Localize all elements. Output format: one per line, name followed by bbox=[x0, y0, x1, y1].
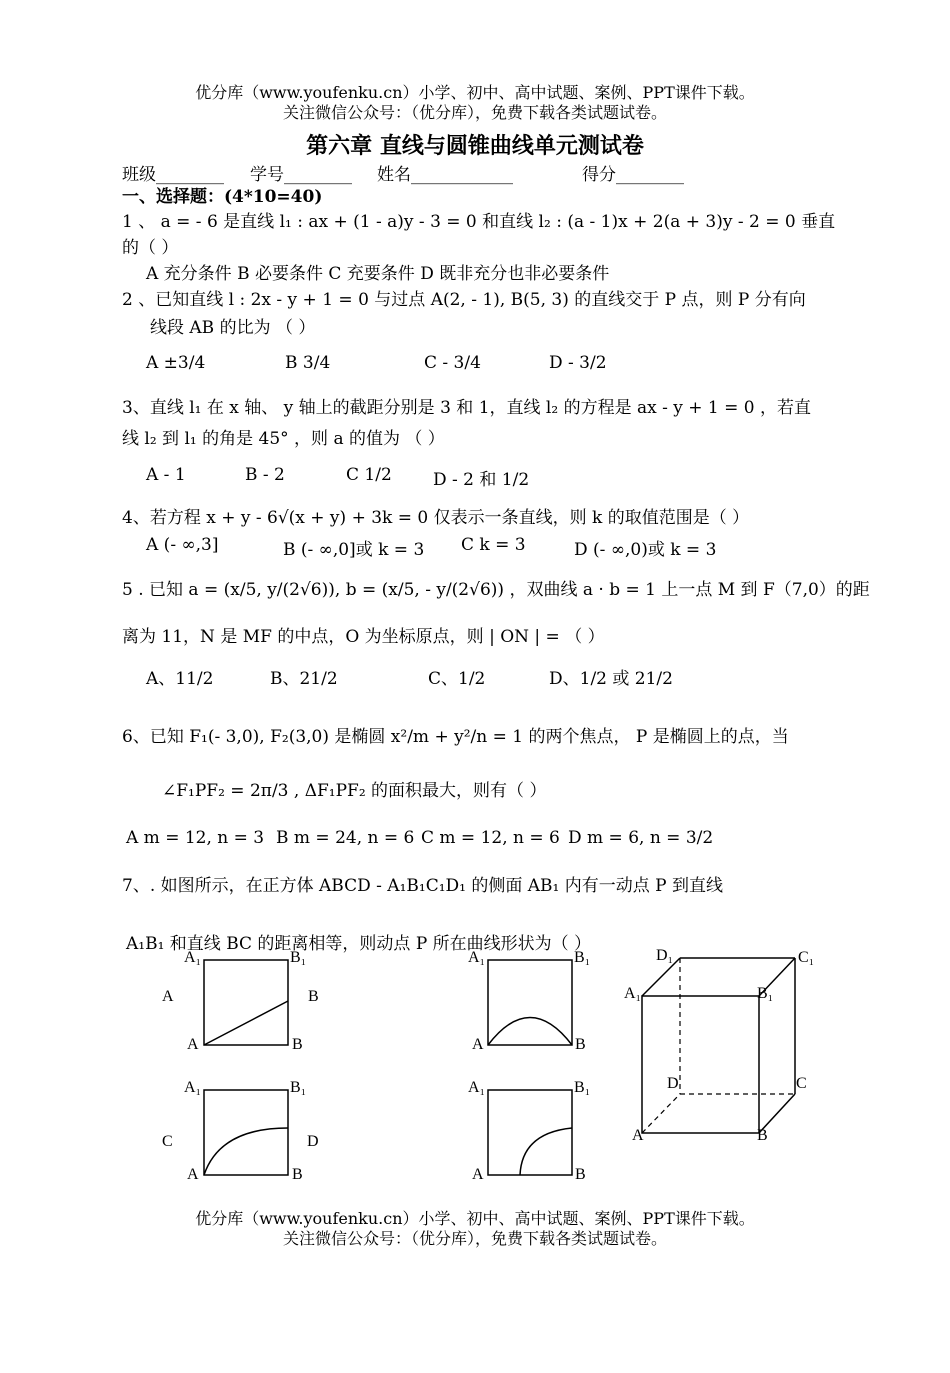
q3-stem-cont: 线 l₂ 到 l₁ 的角是 45° ，则 a 的值为 （ ） bbox=[122, 429, 445, 449]
header-line-2: 关注微信公众号：（优分库），免费下载各类试题试卷。 bbox=[282, 103, 667, 122]
figure-c-label-br: B bbox=[292, 1166, 303, 1183]
cube-label-a: A bbox=[632, 1127, 644, 1144]
figure-a-label-right: B bbox=[308, 988, 319, 1005]
figure-c-label-bl: A bbox=[187, 1166, 199, 1183]
figure-a-letter: A bbox=[162, 988, 174, 1005]
q6-option-c: C m = 12, n = 6 bbox=[421, 828, 560, 848]
figure-c-label-right: D bbox=[307, 1133, 319, 1150]
figure-b-label-tl: A₁ bbox=[468, 949, 486, 966]
cube-label-a1: A₁ bbox=[624, 985, 642, 1002]
q4-option-d: D (- ∞,0)或 k = 3 bbox=[574, 540, 717, 560]
number-field: 学号________ bbox=[250, 165, 352, 185]
footer-line-2: 关注微信公众号：（优分库），免费下载各类试题试卷。 bbox=[282, 1229, 667, 1248]
q5-stem-cont: 离为 11，N 是 MF 的中点，O 为坐标原点，则 | ON | = （ ） bbox=[122, 627, 605, 647]
figure-b-label-bl: A bbox=[472, 1036, 484, 1053]
q2-option-d: D - 3/2 bbox=[549, 353, 607, 373]
name-field: 姓名____________ bbox=[377, 165, 513, 185]
cube-label-c: C bbox=[796, 1075, 807, 1092]
q2-option-c: C - 3/4 bbox=[424, 353, 481, 373]
figure-a-label-bl: A bbox=[187, 1036, 199, 1053]
header-line-1: 优分库（www.youfenku.cn）小学、初中、高中试题、案例、PPT课件下载。 bbox=[195, 83, 755, 102]
figure-c-label-tl: A₁ bbox=[184, 1079, 202, 1096]
page-title: 第六章 直线与圆锥曲线单元测试卷 bbox=[306, 134, 644, 159]
figure-a-label-tl: A₁ bbox=[184, 949, 202, 966]
q6-option-d: D m = 6, n = 3/2 bbox=[568, 828, 714, 848]
q2-stem-cont: 线段 AB 的比为 （ ） bbox=[150, 318, 316, 338]
q2-stem: 2 、已知直线 l : 2x - y + 1 = 0 与过点 A(2, - 1), B(5, 3) 的直线交于 P 点，则 P 分有向 bbox=[122, 290, 806, 310]
figure-d-label-tr: B₁ bbox=[574, 1079, 591, 1096]
class-field: 班级________ bbox=[122, 165, 224, 185]
figure-c-letter: C bbox=[162, 1133, 173, 1150]
q5-stem: 5 . 已知 a = (x/5, y/(2√6)), b = (x/5, - y/(2√6)) ，双曲线 a · b = 1 上一点 M 到 F（7,0）的距 bbox=[122, 580, 870, 600]
q5-option-b: B、21/2 bbox=[270, 669, 338, 689]
q6-stem: 6、已知 F₁(- 3,0), F₂(3,0) 是椭圆 x²/m + y²/n = 1 的两个焦点， P 是椭圆上的点，当 bbox=[122, 727, 789, 747]
q4-option-b: B (- ∞,0]或 k = 3 bbox=[283, 540, 425, 560]
q7-stem: 7、. 如图所示，在正方体 ABCD - A₁B₁C₁D₁ 的侧面 AB₁ 内有一动点 P 到直线 bbox=[122, 876, 724, 896]
q2-option-a: A ±3/4 bbox=[146, 353, 206, 373]
figure-a-label-tr: B₁ bbox=[290, 949, 307, 966]
q5-option-c: C、1/2 bbox=[428, 669, 486, 689]
figure-b-label-br: B bbox=[575, 1036, 586, 1053]
cube-label-d1: D₁ bbox=[656, 947, 674, 964]
q6-option-b: B m = 24, n = 6 bbox=[276, 828, 415, 848]
q1-options: A 充分条件 B 必要条件 C 充要条件 D 既非充分也非必要条件 bbox=[146, 264, 610, 284]
cube-label-b1: B₁ bbox=[757, 985, 774, 1002]
cube-label-d: D bbox=[667, 1075, 679, 1092]
figure-c-label-tr: B₁ bbox=[290, 1079, 307, 1096]
section-heading: 一、选择题：(4*10=40) bbox=[122, 187, 323, 207]
q3-stem: 3、直线 l₁ 在 x 轴、 y 轴上的截距分别是 3 和 1，直线 l₂ 的方程是 ax - y + 1 = 0 ，若直 bbox=[122, 398, 812, 418]
figure-d-label-br: B bbox=[575, 1166, 586, 1183]
q3-option-d: D - 2 和 1/2 bbox=[433, 470, 530, 490]
q1-stem: 1 、 a = - 6 是直线 l₁ : ax + (1 - a)y - 3 = 0 和直线 l₂ : (a - 1)x + 2(a + 3)y - 2 = 0 垂直 bbox=[122, 212, 836, 232]
q4-option-a: A (- ∞,3] bbox=[146, 535, 219, 555]
q3-option-c: C 1/2 bbox=[346, 465, 392, 485]
q6-stem-cont: ∠F₁PF₂ = 2π/3 , ΔF₁PF₂ 的面积最大，则有（ ） bbox=[162, 781, 547, 801]
q3-option-a: A - 1 bbox=[146, 465, 186, 485]
footer-line-1: 优分库（www.youfenku.cn）小学、初中、高中试题、案例、PPT课件下载。 bbox=[195, 1209, 755, 1228]
q4-stem: 4、若方程 x + y - 6√(x + y) + 3k = 0 仅表示一条直线，则 k 的取值范围是（ ） bbox=[122, 508, 750, 528]
figure-d-label-bl: A bbox=[472, 1166, 484, 1183]
q5-option-d: D、1/2 或 21/2 bbox=[549, 669, 673, 689]
q4-option-c: C k = 3 bbox=[461, 535, 526, 555]
cube-label-c1: C₁ bbox=[798, 949, 815, 966]
q5-option-a: A、11/2 bbox=[146, 669, 214, 689]
q6-option-a: A m = 12, n = 3 bbox=[126, 828, 265, 848]
figure-a-label-br: B bbox=[292, 1036, 303, 1053]
q1-stem-cont: 的（ ） bbox=[122, 238, 179, 258]
cube-label-b: B bbox=[757, 1127, 768, 1144]
figure-b-label-tr: B₁ bbox=[574, 949, 591, 966]
q2-option-b: B 3/4 bbox=[285, 353, 331, 373]
figure-d-label-tl: A₁ bbox=[468, 1079, 486, 1096]
q7-stem-cont: A₁B₁ 和直线 BC 的距离相等，则动点 P 所在曲线形状为（ ） bbox=[126, 934, 592, 954]
score-field: 得分________ bbox=[582, 165, 684, 185]
q3-option-b: B - 2 bbox=[245, 465, 285, 485]
